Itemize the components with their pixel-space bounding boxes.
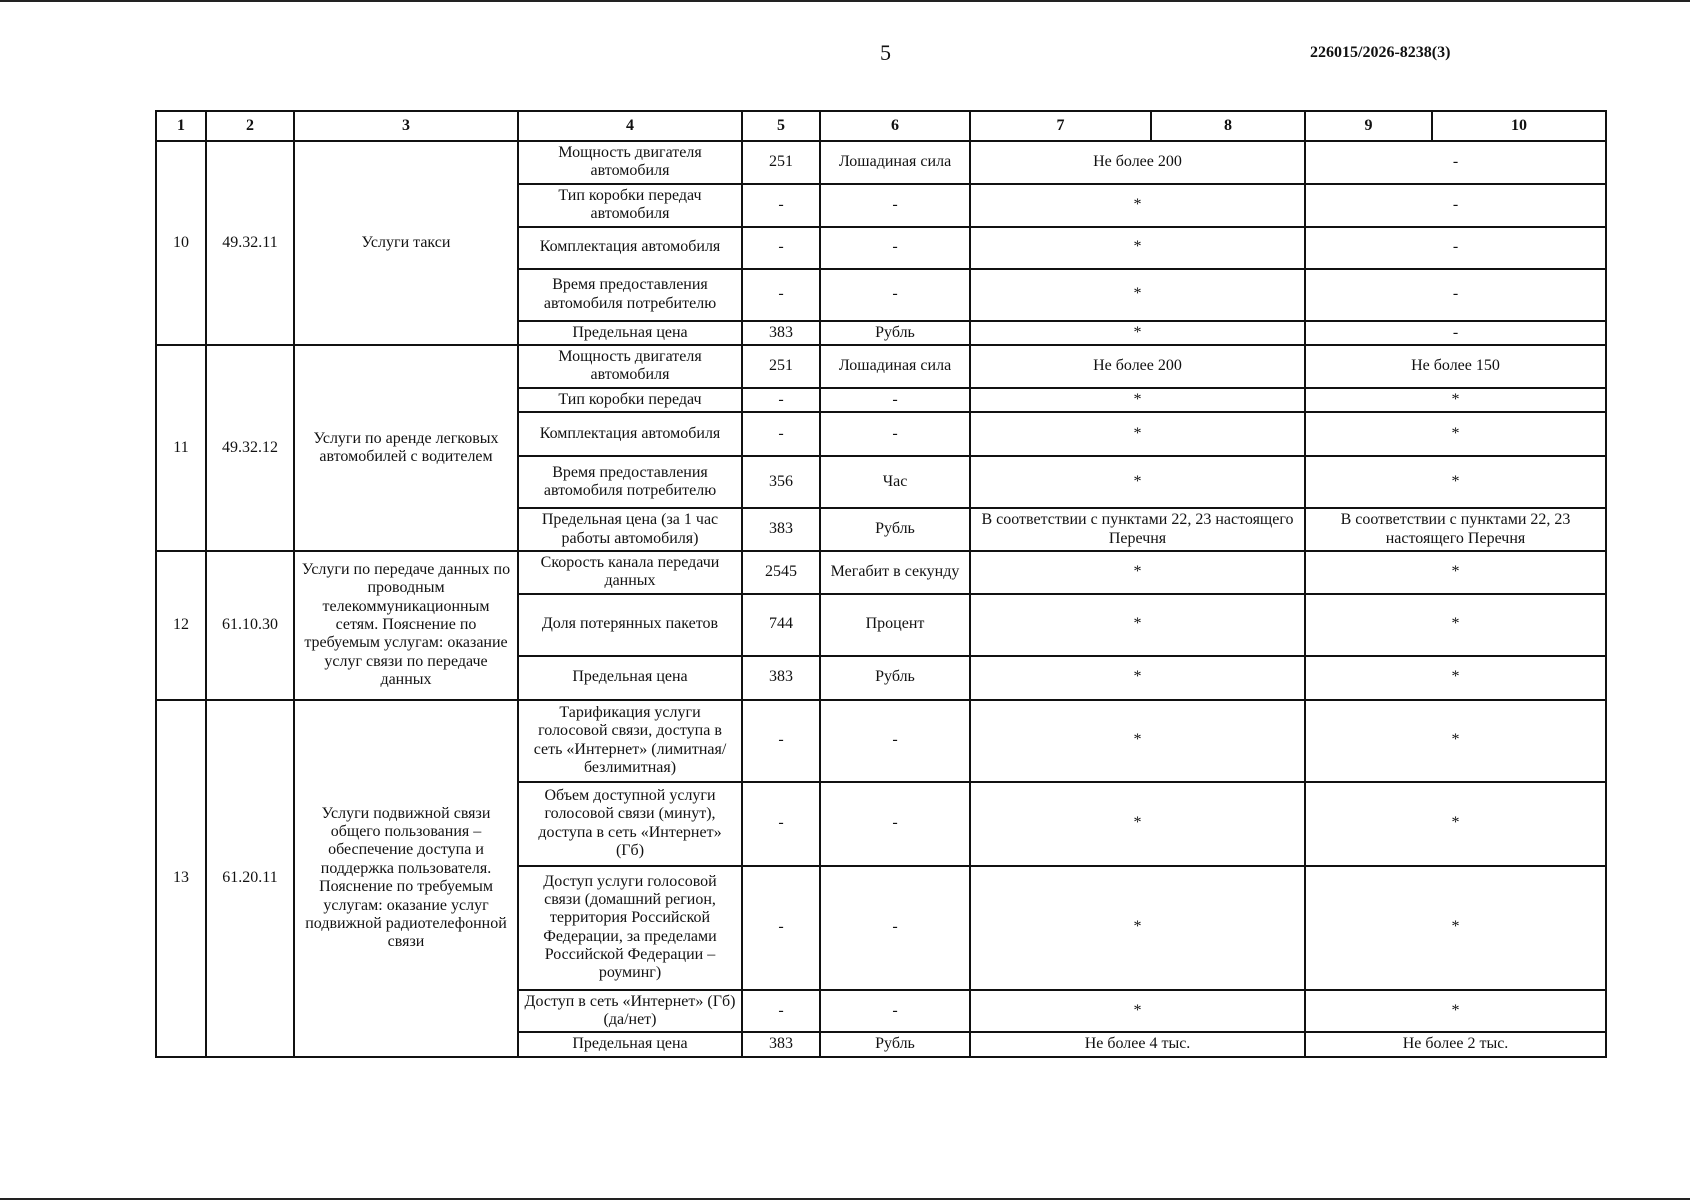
column-header: 3 [294, 111, 518, 141]
value-cols-9-10: * [1305, 456, 1606, 508]
value-cols-7-8: * [970, 456, 1305, 508]
table-row [156, 700, 1606, 782]
characteristic: Время предоставления автомобиля потребителю [518, 269, 742, 321]
characteristic: Предельная цена [518, 321, 742, 345]
column-header: 10 [1432, 111, 1606, 141]
value-cols-9-10: - [1305, 321, 1606, 345]
service-name: Услуги подвижной связи общего пользования – обеспечение доступа и поддержка пользователя. Пояснение по требуемым услугам: оказание услуг подвижной радиотелефонной связи [294, 700, 518, 1057]
item-number: 11 [156, 345, 206, 551]
unit-name: - [820, 184, 970, 227]
characteristic: Мощность двигателя автомобиля [518, 345, 742, 388]
okei-code: 356 [742, 456, 820, 508]
unit-name: - [820, 866, 970, 990]
unit-name: Рубль [820, 508, 970, 551]
value-cols-9-10: * [1305, 594, 1606, 656]
unit-name: Рубль [820, 321, 970, 345]
column-header: 8 [1151, 111, 1305, 141]
characteristic: Предельная цена (за 1 час работы автомобиля) [518, 508, 742, 551]
okei-code: 251 [742, 345, 820, 388]
unit-name: - [820, 269, 970, 321]
service-name: Услуги по передаче данных по проводным телекоммуникационным сетям. Пояснение по требуемым услугам: оказание услуг связи по передаче данных [294, 551, 518, 700]
okei-code: - [742, 184, 820, 227]
value-cols-7-8: * [970, 321, 1305, 345]
okei-code: 744 [742, 594, 820, 656]
value-cols-7-8: * [970, 700, 1305, 782]
item-number: 13 [156, 700, 206, 1057]
characteristic: Тип коробки передач автомобиля [518, 184, 742, 227]
value-cols-9-10: * [1305, 990, 1606, 1033]
item-number: 12 [156, 551, 206, 700]
value-cols-9-10: * [1305, 656, 1606, 700]
unit-name: Мегабит в секунду [820, 551, 970, 594]
value-cols-9-10: В соответствии с пунктами 22, 23 настоящего Перечня [1305, 508, 1606, 551]
value-cols-7-8: * [970, 184, 1305, 227]
okei-code: - [742, 269, 820, 321]
okpd2-code: 61.20.11 [206, 700, 294, 1057]
unit-name: - [820, 412, 970, 456]
okei-code: - [742, 782, 820, 866]
value-cols-9-10: - [1305, 184, 1606, 227]
table-row [156, 551, 1606, 594]
value-cols-7-8: Не более 4 тыс. [970, 1032, 1305, 1056]
characteristic: Мощность двигателя автомобиля [518, 141, 742, 184]
value-cols-7-8: * [970, 551, 1305, 594]
unit-name: Рубль [820, 656, 970, 700]
unit-name: - [820, 700, 970, 782]
column-header: 5 [742, 111, 820, 141]
unit-name: Час [820, 456, 970, 508]
value-cols-7-8: * [970, 594, 1305, 656]
okei-code: 383 [742, 321, 820, 345]
unit-name: - [820, 990, 970, 1033]
value-cols-7-8: * [970, 866, 1305, 990]
value-cols-9-10: * [1305, 388, 1606, 412]
value-cols-7-8: * [970, 269, 1305, 321]
document-id: 226015/2026-8238(3) [1310, 44, 1451, 61]
value-cols-7-8: * [970, 412, 1305, 456]
value-cols-9-10: * [1305, 551, 1606, 594]
characteristic: Доля потерянных пакетов [518, 594, 742, 656]
specification-table [155, 110, 1607, 1058]
value-cols-9-10: - [1305, 227, 1606, 269]
service-name: Услуги по аренде легковых автомобилей с водителем [294, 345, 518, 551]
unit-name: - [820, 227, 970, 269]
value-cols-7-8: * [970, 990, 1305, 1033]
value-cols-7-8: * [970, 782, 1305, 866]
okei-code: 383 [742, 656, 820, 700]
value-cols-9-10: Не более 150 [1305, 345, 1606, 388]
value-cols-9-10: * [1305, 866, 1606, 990]
unit-name: Лошадиная сила [820, 345, 970, 388]
item-number: 10 [156, 141, 206, 345]
column-header: 2 [206, 111, 294, 141]
value-cols-7-8: Не более 200 [970, 345, 1305, 388]
okei-code: - [742, 227, 820, 269]
characteristic: Тип коробки передач [518, 388, 742, 412]
column-header: 9 [1305, 111, 1432, 141]
column-header: 4 [518, 111, 742, 141]
okei-code: - [742, 412, 820, 456]
characteristic: Время предоставления автомобиля потребителю [518, 456, 742, 508]
okei-code: 251 [742, 141, 820, 184]
characteristic: Комплектация автомобиля [518, 227, 742, 269]
okei-code: 383 [742, 1032, 820, 1056]
value-cols-9-10: * [1305, 700, 1606, 782]
okei-code: - [742, 990, 820, 1033]
okei-code: - [742, 388, 820, 412]
okei-code: - [742, 700, 820, 782]
okei-code: 2545 [742, 551, 820, 594]
unit-name: Лошадиная сила [820, 141, 970, 184]
page-number: 5 [880, 40, 891, 65]
unit-name: - [820, 782, 970, 866]
characteristic: Скорость канала передачи данных [518, 551, 742, 594]
table-row [156, 345, 1606, 388]
okpd2-code: 49.32.12 [206, 345, 294, 551]
characteristic: Доступ в сеть «Интернет» (Гб) (да/нет) [518, 990, 742, 1033]
okei-code: - [742, 866, 820, 990]
column-header: 1 [156, 111, 206, 141]
column-number-row [156, 111, 1606, 141]
table-row [156, 141, 1606, 184]
service-name: Услуги такси [294, 141, 518, 345]
unit-name: Процент [820, 594, 970, 656]
value-cols-9-10: * [1305, 782, 1606, 866]
column-header: 6 [820, 111, 970, 141]
characteristic: Предельная цена [518, 1032, 742, 1056]
characteristic: Доступ услуги голосовой связи (домашний регион, территория Российской Федерации, за пределами Российской Федерации – роуминг) [518, 866, 742, 990]
characteristic: Предельная цена [518, 656, 742, 700]
column-header: 7 [970, 111, 1151, 141]
value-cols-9-10: - [1305, 141, 1606, 184]
value-cols-7-8: * [970, 656, 1305, 700]
okpd2-code: 49.32.11 [206, 141, 294, 345]
value-cols-9-10: - [1305, 269, 1606, 321]
value-cols-7-8: В соответствии с пунктами 22, 23 настоящего Перечня [970, 508, 1305, 551]
value-cols-9-10: * [1305, 412, 1606, 456]
characteristic: Объем доступной услуги голосовой связи (минут), доступа в сеть «Интернет» (Гб) [518, 782, 742, 866]
value-cols-9-10: Не более 2 тыс. [1305, 1032, 1606, 1056]
value-cols-7-8: * [970, 388, 1305, 412]
characteristic: Тарификация услуги голосовой связи, доступа в сеть «Интернет» (лимитная/безлимитная) [518, 700, 742, 782]
unit-name: Рубль [820, 1032, 970, 1056]
okpd2-code: 61.10.30 [206, 551, 294, 700]
value-cols-7-8: Не более 200 [970, 141, 1305, 184]
value-cols-7-8: * [970, 227, 1305, 269]
okei-code: 383 [742, 508, 820, 551]
unit-name: - [820, 388, 970, 412]
characteristic: Комплектация автомобиля [518, 412, 742, 456]
